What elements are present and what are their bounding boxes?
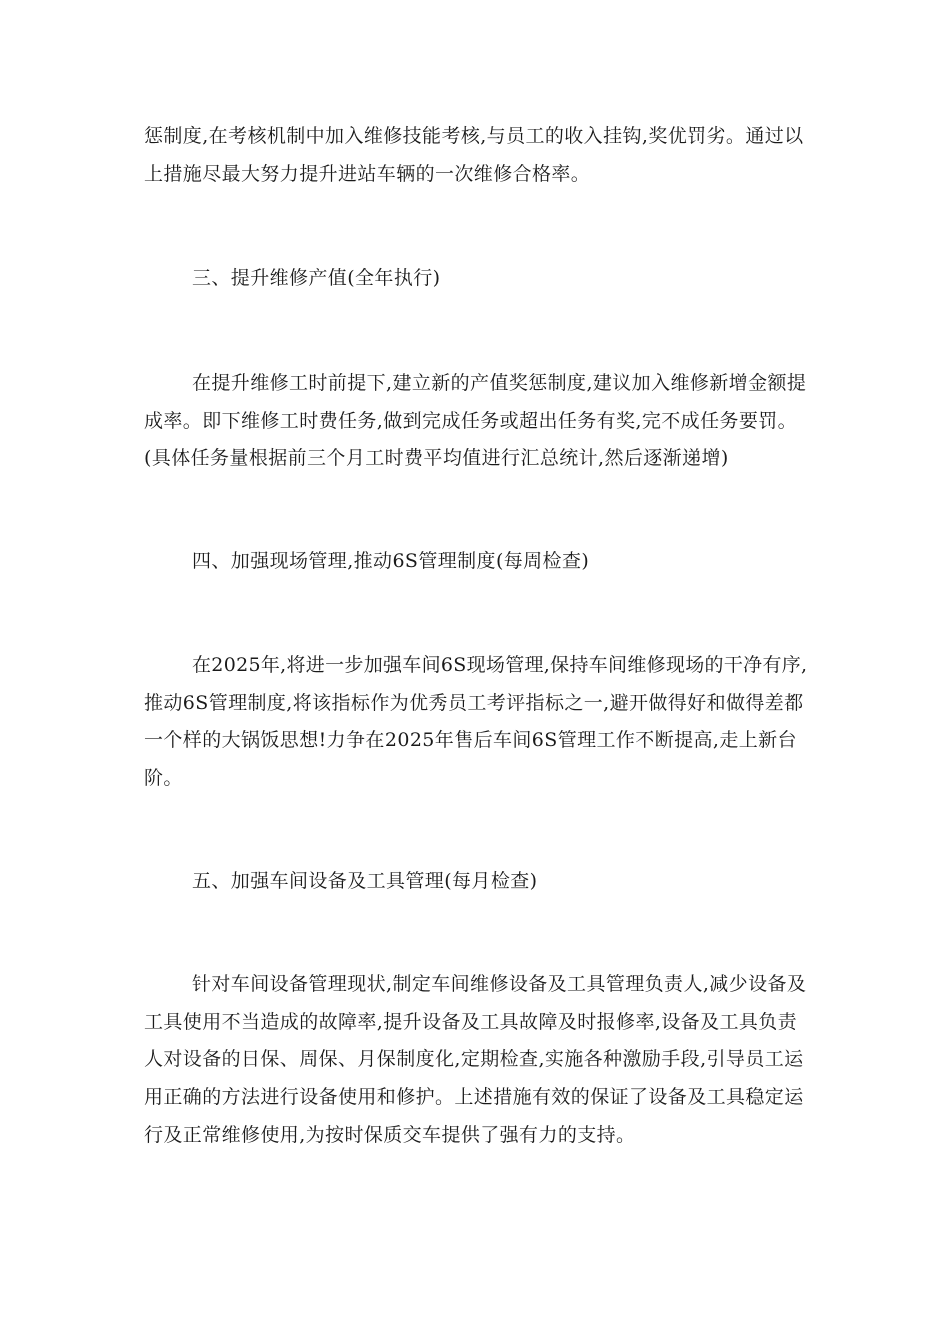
paragraph-line: 推动6S管理制度,将该指标作为优秀员工考评指标之一,避开做得好和做得差都	[144, 692, 804, 714]
paragraph-line: 惩制度,在考核机制中加入维修技能考核,与员工的收入挂钩,奖优罚劣。通过以	[144, 125, 804, 147]
paragraph-line: (具体任务量根据前三个月工时费平均值进行汇总统计,然后逐渐递增)	[144, 447, 729, 469]
paragraph-line: 工具使用不当造成的故障率,提升设备及工具故障及时报修率,设备及工具负责	[144, 1011, 798, 1033]
section-heading-3: 三、提升维修产值(全年执行)	[192, 267, 441, 289]
paragraph-line: 阶。	[144, 767, 183, 789]
section-heading-4: 四、加强现场管理,推动6S管理制度(每周检查)	[192, 550, 590, 572]
section-heading-5: 五、加强车间设备及工具管理(每月检查)	[192, 870, 538, 892]
paragraph-line: 在提升维修工时前提下,建立新的产值奖惩制度,建议加入维修新增金额提	[192, 372, 807, 394]
paragraph-line: 针对车间设备管理现状,制定车间维修设备及工具管理负责人,减少设备及	[192, 973, 807, 995]
paragraph-line: 上措施尽最大努力提升进站车辆的一次维修合格率。	[144, 163, 591, 185]
paragraph-line: 在2025年,将进一步加强车间6S现场管理,保持车间维修现场的干净有序,	[192, 654, 808, 676]
paragraph-line: 成率。即下维修工时费任务,做到完成任务或超出任务有奖,完不成任务要罚。	[144, 410, 798, 432]
paragraph-line: 用正确的方法进行设备使用和修护。上述措施有效的保证了设备及工具稳定运	[144, 1086, 804, 1108]
paragraph-line: 人对设备的日保、周保、月保制度化,定期检查,实施各种激励手段,引导员工运	[144, 1048, 804, 1070]
paragraph-line: 行及正常维修使用,为按时保质交车提供了强有力的支持。	[144, 1124, 636, 1146]
paragraph-line: 一个样的大锅饭思想!力争在2025年售后车间6S管理工作不断提高,走上新台	[144, 729, 797, 751]
